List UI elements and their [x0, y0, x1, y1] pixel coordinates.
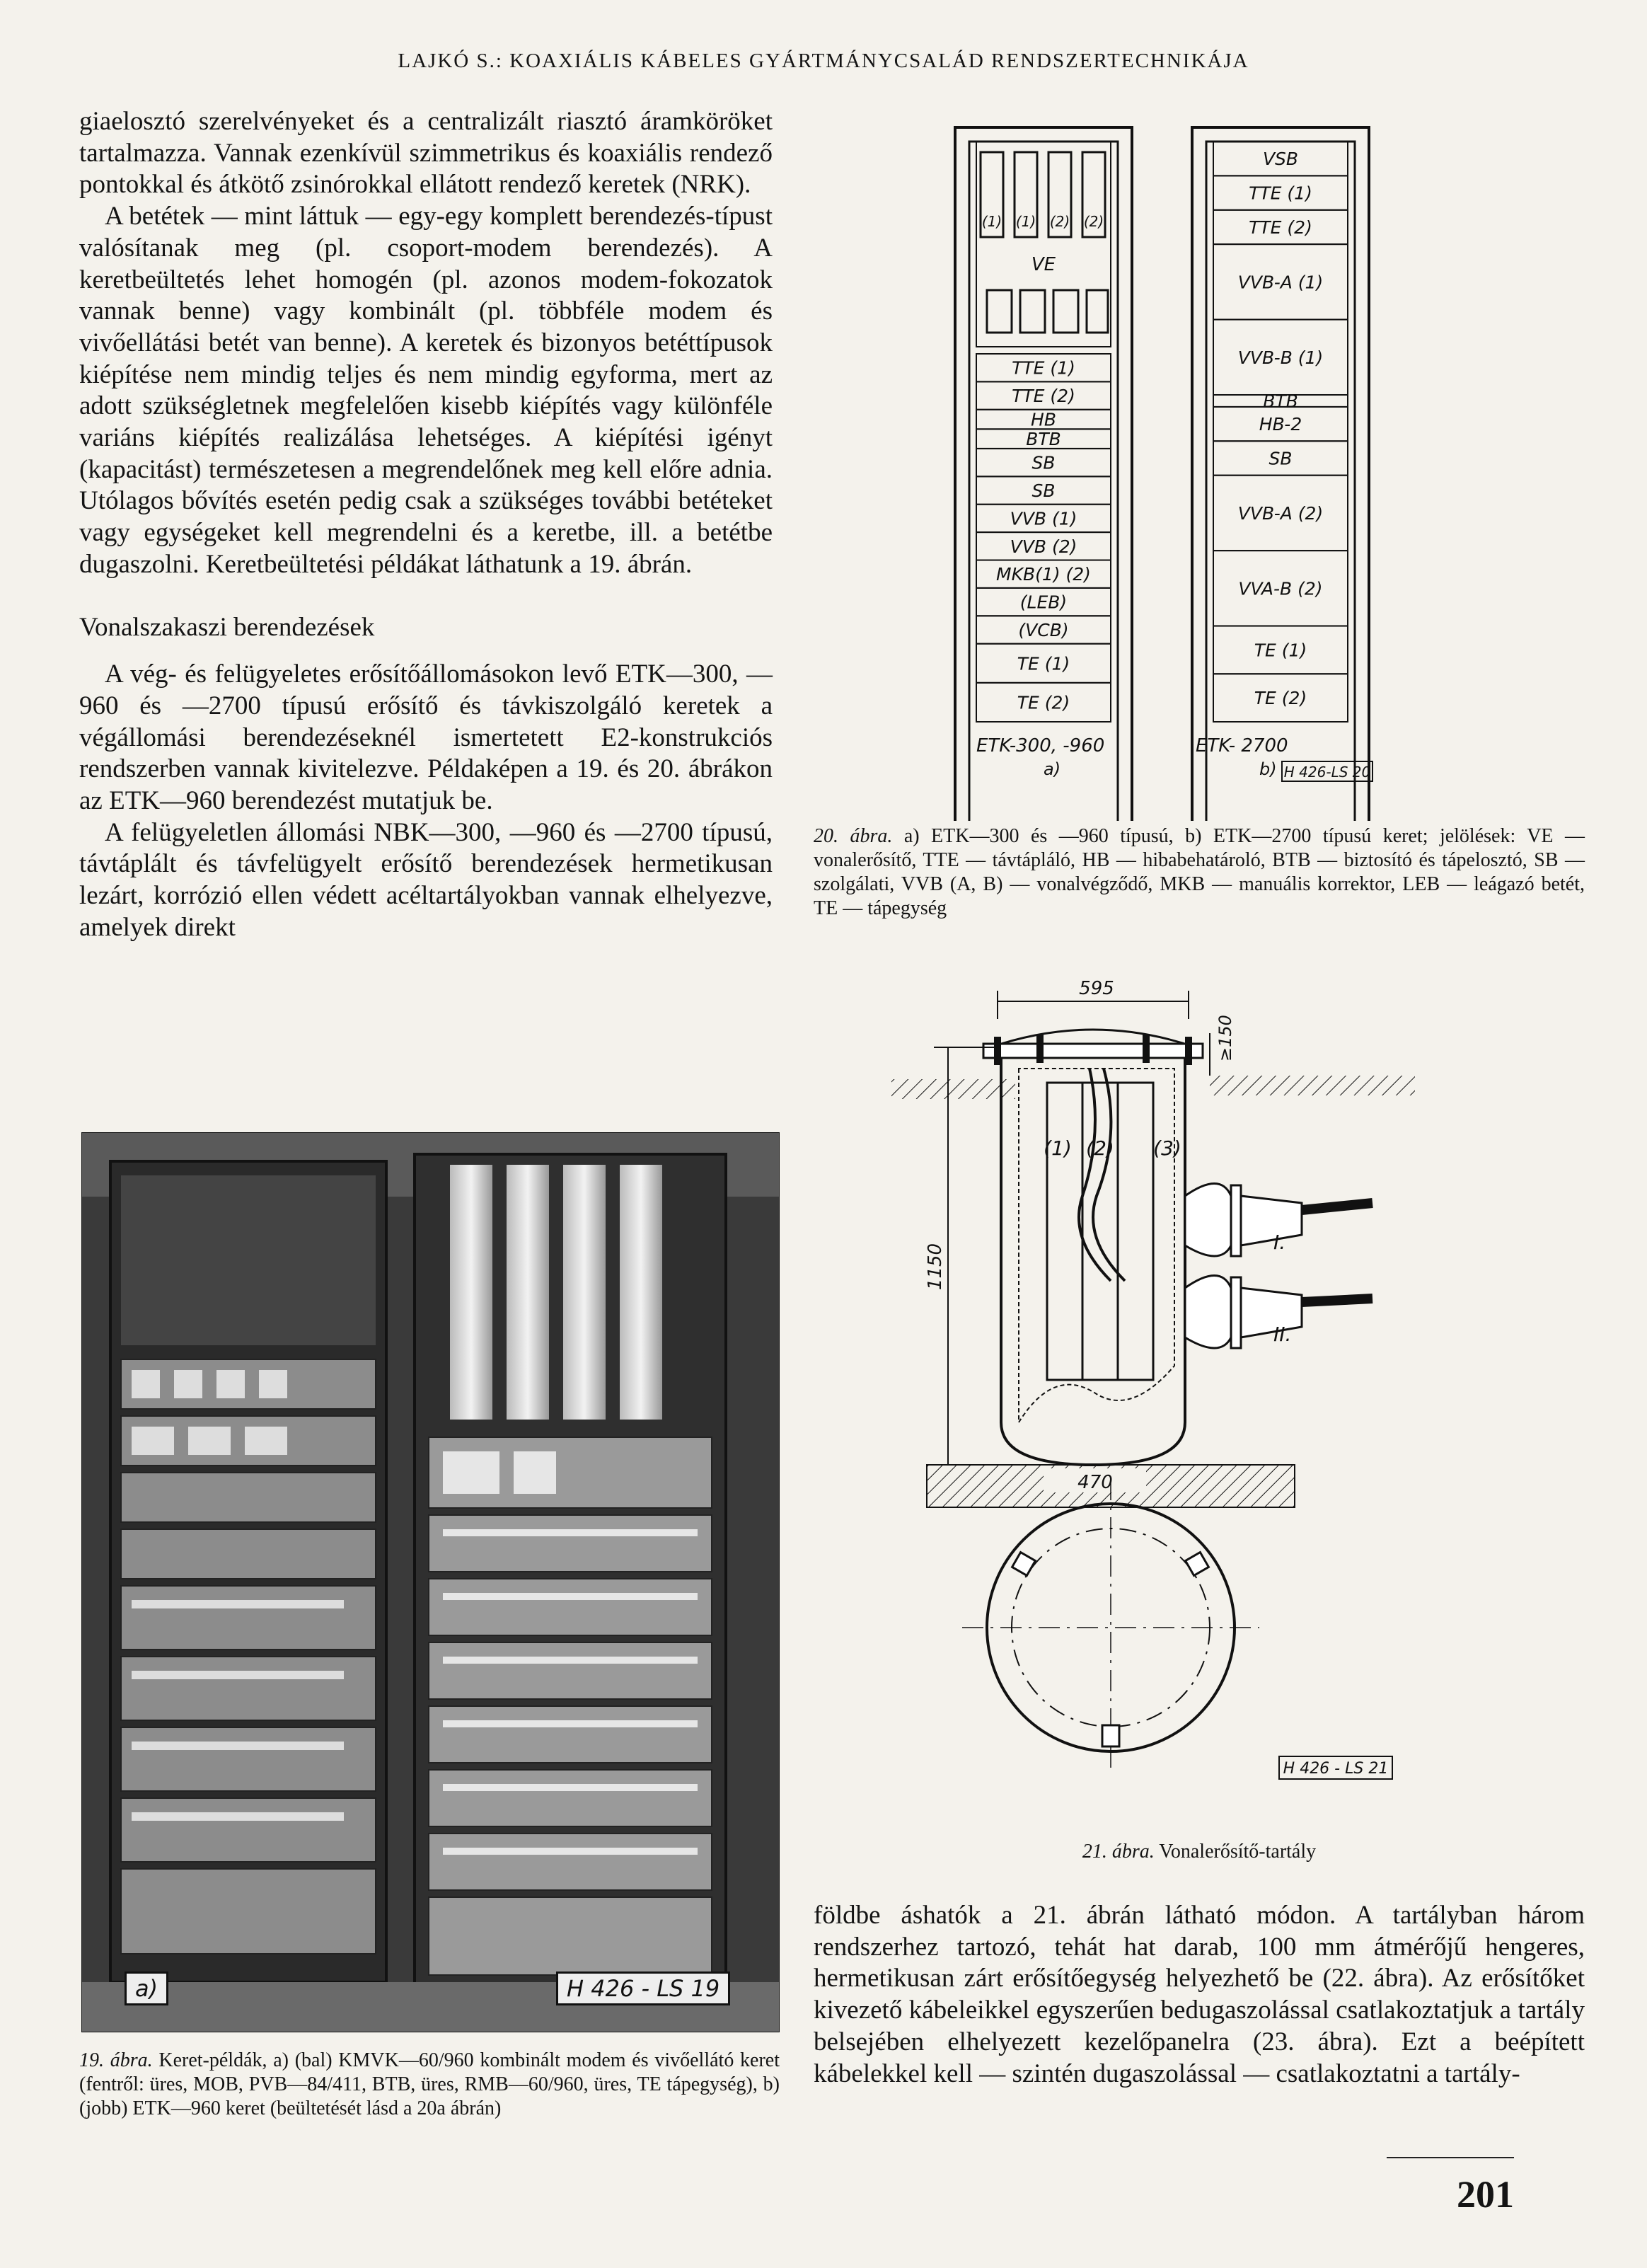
rack-a-slot-label: TTE (1)	[1012, 357, 1075, 379]
port-label: II.	[1273, 1323, 1292, 1346]
paragraph: A vég- és felügyeletes erősítőállomásokon levő ETK—300, —960 és —2700 típusú erősítő és távkiszolgáló keretek a végállomási berendezéseknél ismertetett E2-konstrukciós rendszerben vannak kivitelezve. Példaképen a 19. és 20. ábrákon az ETK—960 berendezést mutatjuk be.	[79, 660, 773, 816]
rack-a-slot-label: (LEB)	[1019, 592, 1068, 613]
slot-label: (3)	[1153, 1136, 1181, 1160]
footer-rule	[1387, 2157, 1514, 2158]
ve-fuse-label: (1)	[1015, 213, 1036, 230]
rack-a-slot-label: HB	[1031, 409, 1056, 430]
rack-a-slot-label: BTB	[1026, 429, 1061, 450]
port-label: I.	[1273, 1231, 1286, 1254]
page-number: 201	[1457, 2173, 1514, 2216]
rack-b-label: ETK- 2700	[1196, 735, 1288, 756]
figure-id-tag: H 426-LS 20	[1283, 764, 1371, 781]
rack-a-slot-label: TE (2)	[1017, 692, 1070, 713]
dimension-top: 595	[1079, 978, 1114, 999]
rack-a-slot-label: VVB (1)	[1010, 508, 1077, 529]
caption-text: Keret-példák, a) (bal) KMVK—60/960 kombinált modem és vivőellátó keret (fentről: üres, MOB, PVB—84/411, BTB, üres, RMB—60/960, üres, TE tápegység), b) (jobb) ETK—960 keret (beültetését lásd a 20a ábrán)	[79, 2049, 780, 2119]
amplifier-unit	[1047, 1083, 1153, 1380]
figure-id-tag: H 426 - LS 19	[556, 1971, 730, 2005]
right-column	[814, 1900, 1585, 2090]
caption-number: 20. ábra.	[814, 825, 893, 847]
caption-number: 21. ábra.	[1082, 1841, 1155, 1863]
section-title: Vonalszakaszi berendezések	[79, 612, 375, 642]
ve-fuse-label: (1)	[981, 213, 1002, 230]
rack-a-slot-label: MKB(1) (2)	[996, 564, 1091, 585]
figure-19-photo	[81, 1132, 780, 2032]
caption-text: a) ETK—300 és —960 típusú, b) ETK—2700 típusú keret; jelölések: VE — vonalerősítő, TTE — távtápláló, HB — hibabehatároló, BTB — biztosító és tápelosztó, SB — szolgálati, VVB (A, B) — vonalvégződő, MKB — manuális korrektor, LEB — leágazó betét, TE — tápegység	[814, 825, 1585, 919]
slot-label: (1)	[1044, 1136, 1072, 1160]
running-header: LAJKÓ S.: KOAXIÁLIS KÁBELES GYÁRTMÁNYCSALÁD RENDSZERTECHNIKÁJA	[398, 50, 1249, 72]
left-column	[79, 106, 773, 944]
rack-a-slot-label: VVB (2)	[1010, 536, 1077, 557]
paragraph: A betétek — mint láttuk — egy-egy komplett berendezés-típust valósítanak meg (pl. csoport-modem berendezés). A keretbeültetés lehet homogén (pl. azonos modem-fokozatok vannak benne) vagy kombinált (pl. többféle modem és vivőellátási betét van benne). A keretek és bizonyos betéttípusok kiépítése nem mindig teljes és nem mindig egyforma, mert az adott szükségletnek megfelelően kisebb kiépítés vagy különféle variáns kiépítés realizálása lehetséges. A kiépítési igényt (kapacitást) természetesen a megrendelőnek meg kell előre adnia. Utólagos bővítés esetén pedig csak a szükséges további betéteket vagy egységeket kell megrendelni és a keretbe, ill. a betétbe dugaszolni. Keretbeültetési példákat láthatunk a 19. ábrán.	[79, 202, 773, 579]
rack-b-slot-label: TE (1)	[1254, 640, 1307, 661]
dimension-depth: ≥150	[1215, 1015, 1235, 1061]
rack-b-slot-label: VVB-B (1)	[1237, 347, 1324, 368]
figure-19-caption	[79, 2049, 780, 2121]
ve-fuse-group	[981, 152, 1105, 237]
caption-number: 19. ábra.	[79, 2049, 153, 2071]
rack-b-slot-label: TTE (2)	[1249, 217, 1312, 238]
figure-21-diagram	[877, 969, 1514, 1804]
rack-b-slot-label: HB-2	[1259, 414, 1302, 435]
rack-a-sub: a)	[1044, 759, 1061, 779]
rack-a-slot-label: SB	[1031, 452, 1056, 473]
dimension-base: 470	[1077, 1472, 1113, 1493]
ve-label: VE	[1031, 254, 1056, 275]
figure-id-tag: H 426 - LS 21	[1283, 1760, 1389, 1778]
figure-20-caption	[814, 824, 1585, 921]
rack-b-slot-label: TTE (1)	[1249, 183, 1312, 204]
paragraph: A felügyeletlen állomási NBK—300, —960 és —2700 típusú, távtáplált és távfelügyelt erősítő berendezések hermetikusan lezárt, korrózió ellen védett acéltartályokban vannak elhelyezve, amelyek direkt	[79, 817, 773, 942]
rack-b-slot-label: BTB	[1263, 391, 1298, 412]
rack-b-slot-label: SB	[1269, 448, 1293, 469]
figure-21-caption	[814, 1840, 1585, 1864]
ve-fuse-label: (2)	[1083, 213, 1104, 230]
rack-a-slot-label: TE (1)	[1017, 653, 1070, 674]
rack-photo-illustration	[82, 1133, 779, 2032]
caption-text: Vonalerősítő-tartály	[1159, 1841, 1317, 1863]
rack-a-slot-label: TTE (2)	[1012, 386, 1075, 407]
paragraph: giaelosztó szerelvényeket és a centralizált riasztó áramköröket tartalmazza. Vannak ezenkívül szimmetrikus és koaxiális rendező pontokkal és átkötő zsinórokkal ellátott rendező keretek (NRK).	[79, 107, 773, 200]
figure-tag-a: a)	[125, 1971, 168, 2005]
dimension-height: 1150	[925, 1243, 946, 1291]
rack-a-slot-label: (VCB)	[1018, 620, 1069, 640]
rack-b-slot-label: VVB-A (1)	[1237, 272, 1324, 293]
rack-b-slot-label: VVB-A (2)	[1237, 502, 1324, 524]
ve-fuse-label: (2)	[1049, 213, 1070, 230]
ground-right	[1210, 1076, 1415, 1095]
rack-b-sub: b)	[1259, 759, 1277, 779]
slot-label: (2)	[1086, 1136, 1114, 1160]
rack-b-slot-label: VVA-B (2)	[1238, 578, 1323, 599]
rack-b-slot-label: VSB	[1262, 149, 1299, 170]
figure-20-diagram	[807, 113, 1585, 821]
rack-a-label: ETK-300, -960	[976, 735, 1105, 756]
rack-b-slot-label: TE (2)	[1254, 688, 1307, 709]
paragraph: földbe áshatók a 21. ábrán látható módon. A tartályban három rendszerhez tartozó, tehát hat darab, 100 mm átmérőjű hengeres, hermetikusan zárt erősítőegység helyezhető be (22. ábra). Az erősítőket kivezető kábeleikkel egyszerűen bedugaszolással csatlakoztatjuk a tartály belsejében elhelyezett kezelőpanelra (23. ábra). Ezt a beépített kábelekkel kell — szintén dugaszolással — csatlakoztatni a tartály-	[814, 1901, 1585, 2088]
ground-left	[891, 1079, 1015, 1099]
rack-a-slot-label: SB	[1031, 480, 1056, 502]
